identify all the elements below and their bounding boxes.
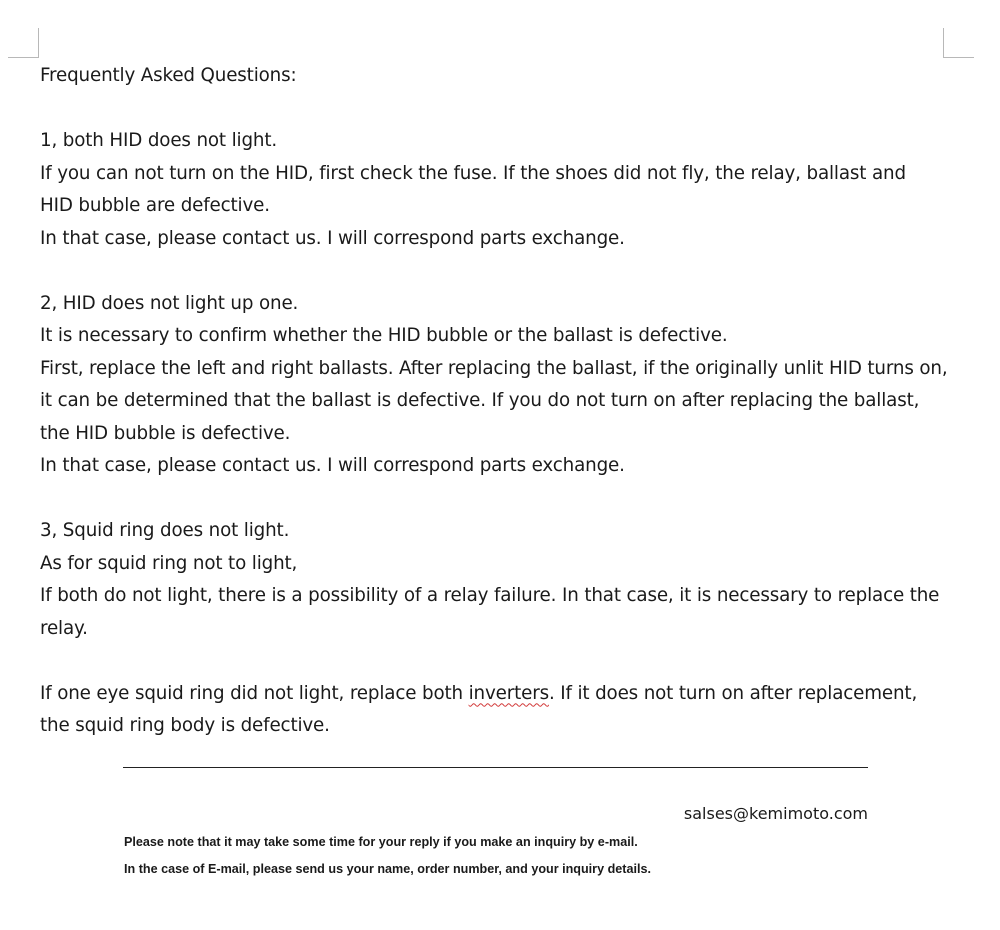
faq-2-line-1: It is necessary to confirm whether the HID bubble or the ballast is defective.: [40, 325, 728, 346]
email-reply-note: Please note that it may take some time for your reply if you make an inquiry by e-mail.: [124, 835, 638, 849]
margin-corner-top-right: [943, 28, 974, 58]
faq-1-line-3: In that case, please contact us. I will correspond parts exchange.: [40, 227, 625, 249]
faq-2-title: 2, HID does not light up one.: [40, 292, 299, 314]
spellcheck-underlined-word[interactable]: inverters: [468, 682, 549, 704]
faq-3-line-4: [40, 678, 970, 711]
faq-3-line-5: the squid ring body is defective.: [40, 715, 330, 736]
faq-3-line-4-end: . If it does not turn on after replacement,: [548, 682, 918, 704]
blank-line: [40, 255, 970, 288]
faq-3-line-2: If both do not light, there is a possibility of a relay failure. In that case, it is necessary to replace the: [40, 585, 940, 606]
faq-heading: Frequently Asked Questions:: [40, 65, 297, 86]
blank-line: [40, 483, 970, 516]
faq-3-line-3: relay.: [40, 617, 88, 639]
faq-3-line-1: As for squid ring not to light,: [40, 552, 298, 574]
faq-2-line-3: it can be determined that the ballast is defective. If you do not turn on after replacing the ballast,: [40, 390, 920, 411]
faq-1-line-2: HID bubble are defective.: [40, 195, 270, 216]
faq-3-title: 3, Squid ring does not light.: [40, 520, 290, 541]
faq-2-line-4: the HID bubble is defective.: [40, 422, 291, 444]
blank-line: [40, 645, 970, 678]
contact-email: salses@kemimoto.com: [683, 804, 868, 823]
horizontal-rule: [123, 767, 868, 768]
faq-3-line-4-start: If one eye squid ring did not light, replace both: [40, 682, 469, 704]
email-details-note: In the case of E-mail, please send us your name, order number, and your inquiry details.: [124, 862, 651, 876]
blank-line: [40, 93, 970, 126]
document-body[interactable]: [40, 60, 970, 743]
margin-corner-top-left: [8, 28, 39, 58]
faq-1-line-1: If you can not turn on the HID, first check the fuse. If the shoes did not fly, the relay, ballast and: [40, 162, 906, 184]
faq-2-line-2: First, replace the left and right ballasts. After replacing the ballast, if the originally unlit HID turns on,: [40, 357, 948, 379]
faq-1-title: 1, both HID does not light.: [40, 130, 278, 151]
faq-2-line-5: In that case, please contact us. I will correspond parts exchange.: [40, 455, 625, 476]
